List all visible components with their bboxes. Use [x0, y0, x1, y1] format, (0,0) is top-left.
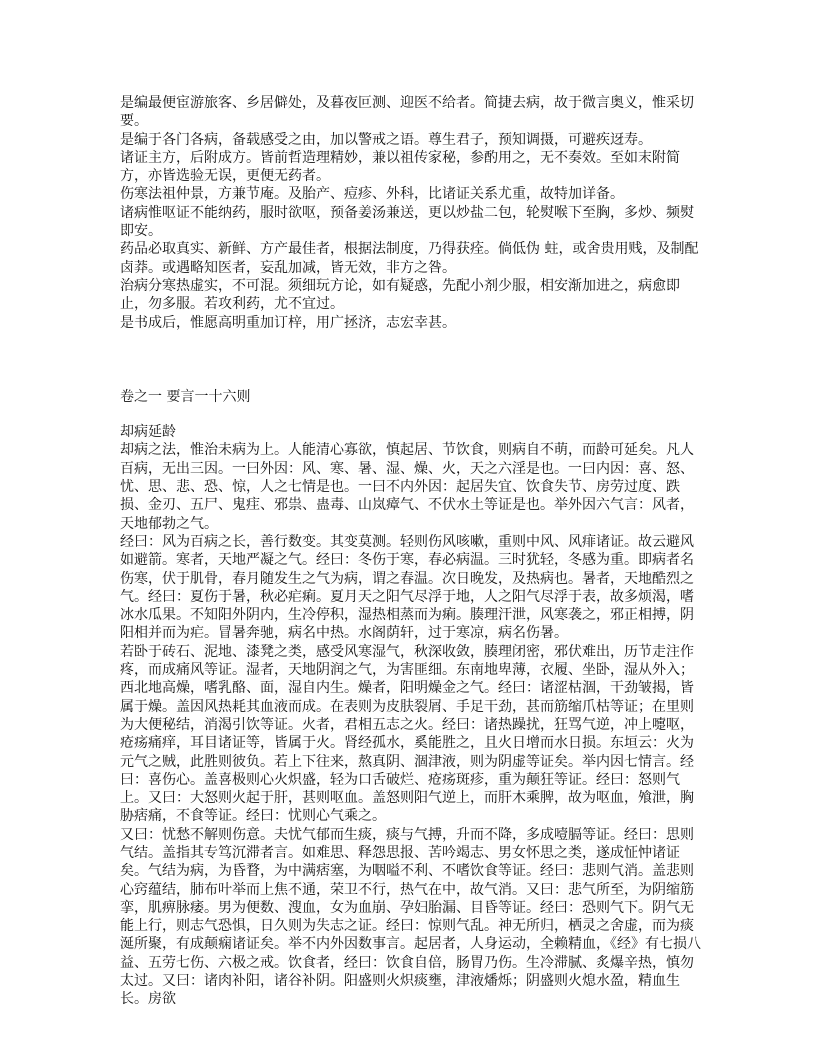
- chapter-heading: 卷之一 要言一十六则: [120, 388, 251, 405]
- preface-paragraph: 是编于各门各病，备载感受之由，加以警戒之语。尊生君子，预知调摄，可避疾迓寿。: [120, 131, 652, 148]
- preface-paragraph: 药品必取真实、新鲜、方产最佳者，根据法制度，乃得获痊。倘低伪 蛀，或舍贵用贱，及制配卤莽。或遇略知医者，妄乱加减，皆无效，非方之咎。: [120, 241, 699, 276]
- preface-paragraph: 诸病惟呕证不能纳药，服时欲呕，预备姜汤兼送，更以炒盐二包，轮熨喉下至胸，多炒、频熨即安。: [120, 204, 694, 240]
- body-paragraph: 若卧于砖石、泥地、漆凳之类，感受风寒湿气，秋深收敛，腠理闭密，邪伏难出，历节走注作疼，而成痛风等证。湿者，天地阴润之气，为害匪细。东南地卑薄，衣履、坐卧，湿从外入；西北地高燥，嗜乳酪、面，湿自内生。燥者，阳明燥金之气。经曰：诸涩枯涸，干劲皱揭，皆属于燥。盖因风热耗其血液而成。在表则为皮肤裂屑、手足干劲，甚而筋缩爪枯等证；在里则为大便秘结，消渴引饮等证。火者，君相五志之火。经曰：诸热躁扰，狂骂气逆，冲上嚏呕，疮疡痛痒，耳目诸证等，皆属于火。肾经孤水，奚能胜之，且火日增而水日损。东垣云：火为元气之贼，此胜则彼负。若上下往来，熬真阴、涸津液，则为阴虚等证矣。举内因七情言。经曰：喜伤心。盖喜极则心火炽盛，轻为口舌破烂、疮疡斑疹，重为颠狂等证。经曰：怒则气上。又曰：大怒则火起于肝，甚则呕血。盖怒则阳气逆上，而肝木乘脾，故为呕血，飧泄，胸胁痞痛，不食等证。经曰：忧则心气乘之。: [120, 643, 694, 825]
- section-heading: 却病延龄: [120, 424, 176, 441]
- preface-paragraph: 伤寒法祖仲景，方兼节庵。及胎产、痘疹、外科，比诸证关系尤重，故特加详备。: [120, 186, 624, 203]
- preface-paragraph: 诸证主方，后附成方。皆前哲造理精妙，兼以祖传家秘，参酌用之，无不奏效。至如末附简方，亦皆选验无误，更便无药者。: [120, 149, 680, 185]
- preface-paragraph: 是书成后，惟愿高明重加订梓，用广拯济，志宏幸甚。: [120, 314, 456, 331]
- preface-paragraph: 治病分寒热虚实，不可混。须细玩方论，如有疑惑，先配小剂少服，相安渐加进之，病愈即止，勿多服。若攻利药，尤不宜过。: [120, 277, 680, 313]
- body-paragraph: 经曰：风为百病之长，善行数变。其变莫测。轻则伤风咳嗽，重则中风、风痱诸证。故云避风如避箭。寒者，天地严凝之气。经曰：冬伤于寒，春必病温。三时犹轻，冬感为重。即病者名伤寒，伏于肌骨，春月随发生之气为病，谓之春温。次日晚发，及热病也。暑者，天地酷烈之气。经曰：夏伤于暑，秋必疟痢。夏月天之阳气尽浮于地，人之阳气尽浮于表，故多烦渴，嗜冰水瓜果。不知阳外阴内，生冷停积，湿热相蒸而为痢。腠理汗泄，风寒袭之，邪正相搏，阴阳相并而为疟。冒暑奔驰，病名中热。水阁荫轩，过于寒凉，病名伤暑。: [120, 533, 694, 642]
- document-page: [120, 94, 706, 1009]
- body-paragraph: 又曰：忧愁不解则伤意。夫忧气郁而生痰，痰与气搏，升而不降，多成噎膈等证。经曰：思则气结。盖指其专笃沉滞者言。如难思、释怨思报、苦吟竭志、男女怀思之类，遂成怔忡诸证矣。气结为病，为昏瞀，为中满痞塞，为咽嗌不利、不嗜饮食等证。经曰：悲则气消。盖悲则心窍蕴结，肺布叶举而上焦不通，荣卫不行，热气在中，故气消。又曰：悲气所至，为阴缩筋挛，肌痹脉痿。男为便数、溲血，女为血崩、孕妇胎漏、目昏等证。经曰：恐则气下。阴气无能上行，则志气恐惧，日久则为失志之证。经曰：惊则气乱。神无所归，栖灵之舍虚，而为痰涎所聚，有成颠痫诸证矣。举不内外因数事言。起居者，人身运动，全赖精血，《经》有七损八益、五劳七伤、六极之戒。饮食者，经曰：饮食自倍，肠胃乃伤。生冷滞腻、炙爆辛热，慎勿太过。又曰：诸肉补阳，诸谷补阴。阳盛则火炽痰壅，津液燔烁；阴盛则火熄水盈，精血生长。房欲: [120, 826, 701, 1008]
- body-paragraph: 却病之法，惟治未病为上。人能清心寡欲，慎起居、节饮食，则病自不萌，而龄可延矣。凡人百病，无出三因。一曰外因：风、寒、暑、湿、燥、火，天之六淫是也。一曰内因：喜、怒、忧、思、悲、恐、惊，人之七情是也。一曰不内外因：起居失宜、饮食失节、房劳过度、跌损、金刃、五尸、鬼疰、邪祟、蛊毒、山岚瘴气、不伏水土等证是也。举外因六气言：风者，天地郁勃之气。: [120, 442, 694, 532]
- preface-paragraph: 是编最便宦游旅客、乡居僻处，及暮夜叵测、迎医不给者。简捷去病，故于微言奥义，惟采切要。: [120, 95, 694, 130]
